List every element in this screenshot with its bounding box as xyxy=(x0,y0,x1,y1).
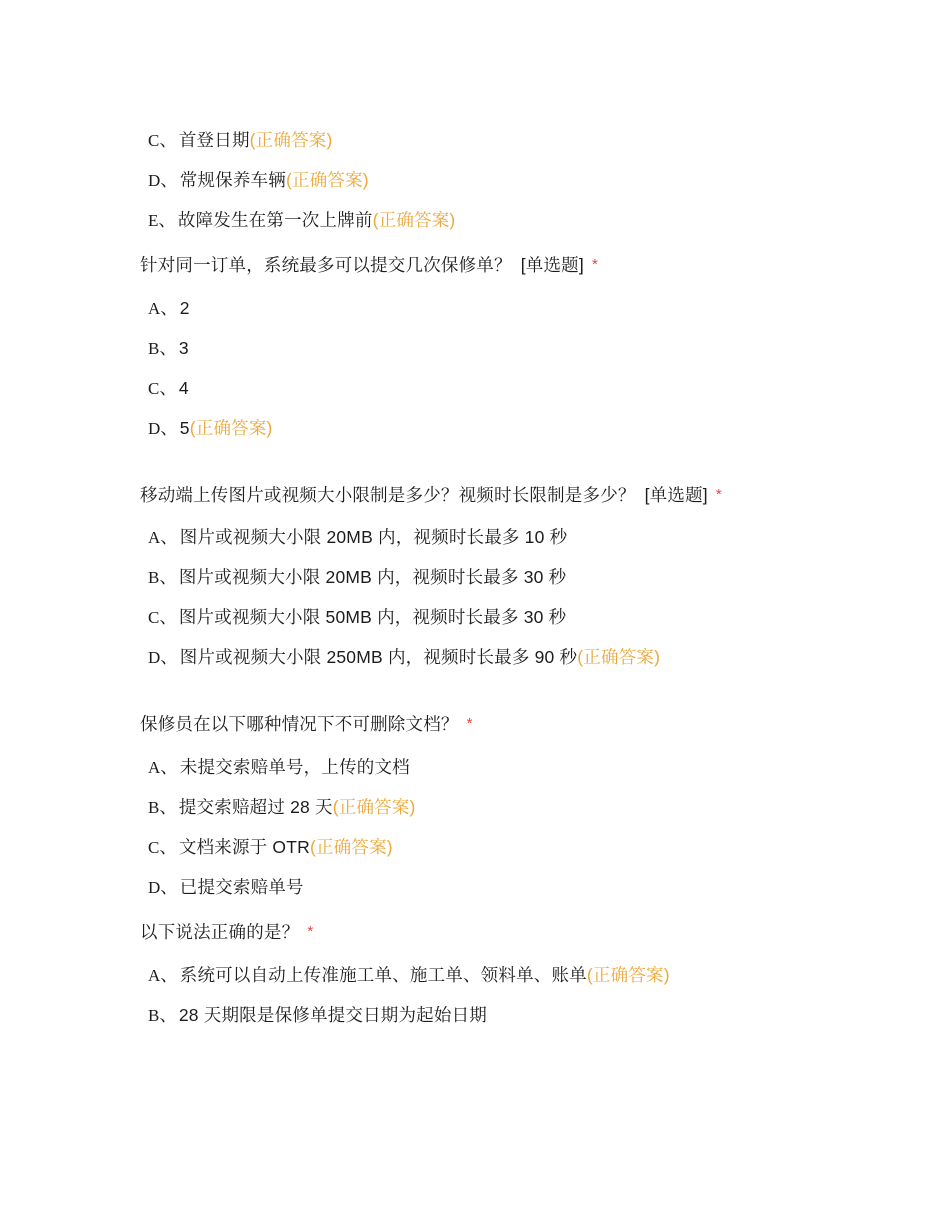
option-item[interactable] xyxy=(140,120,840,160)
option-letter: B xyxy=(148,338,160,358)
required-asterisk: * xyxy=(591,256,598,273)
option-letter: B xyxy=(148,797,160,817)
question-type-tag: [单选题] xyxy=(644,484,708,505)
block-spacer xyxy=(140,907,840,921)
option-item[interactable] xyxy=(140,368,840,408)
question-stem xyxy=(140,484,840,508)
option-item[interactable] xyxy=(140,827,840,867)
option-text: 已提交索赔单号 xyxy=(179,876,304,897)
option-separator: 、 xyxy=(159,130,177,150)
option-item[interactable] xyxy=(140,408,840,448)
option-separator: 、 xyxy=(160,756,178,777)
stem-options-spacer xyxy=(140,507,840,517)
option-list xyxy=(140,747,840,907)
option-item[interactable] xyxy=(140,867,840,907)
correct-answer-label: (正确答案) xyxy=(189,417,273,438)
option-separator: 、 xyxy=(160,527,178,548)
option-separator: 、 xyxy=(159,1004,177,1025)
question-type-tag: [单选题] xyxy=(520,255,584,275)
option-text: 5 xyxy=(179,417,190,438)
option-separator: 、 xyxy=(160,170,178,190)
required-asterisk: * xyxy=(307,922,314,940)
option-text: 图片或视频大小限 20MB 内，视频时长最多 30 秒 xyxy=(178,567,567,588)
option-separator: 、 xyxy=(160,297,178,318)
option-separator: 、 xyxy=(159,796,177,817)
option-text: 28 天期限是保修单提交日期为起始日期 xyxy=(178,1004,487,1025)
option-separator: 、 xyxy=(159,836,177,857)
option-separator: 、 xyxy=(160,417,178,438)
correct-answer-label: (正确答案) xyxy=(372,210,456,230)
block-spacer xyxy=(140,677,840,713)
option-letter: A xyxy=(148,757,161,777)
option-item[interactable] xyxy=(140,747,840,787)
option-letter: D xyxy=(148,877,161,897)
block-spacer xyxy=(140,448,840,484)
option-item[interactable] xyxy=(140,787,840,827)
option-letter: A xyxy=(148,965,161,985)
option-item[interactable] xyxy=(140,288,840,328)
option-text: 未提交索赔单号，上传的文档 xyxy=(179,756,410,777)
option-separator: 、 xyxy=(159,567,177,588)
correct-answer-label: (正确答案) xyxy=(309,836,393,857)
required-asterisk: * xyxy=(466,715,473,733)
option-text: 故障发生在第一次上牌前 xyxy=(177,210,373,230)
option-separator: 、 xyxy=(160,964,178,985)
correct-answer-label: (正确答案) xyxy=(586,964,670,985)
option-item[interactable] xyxy=(140,597,840,637)
question-text: 针对同一订单，系统最多可以提交几次保修单？ xyxy=(140,255,512,275)
option-letter: C xyxy=(148,378,160,398)
question-text: 保修员在以下哪种情况下不可删除文档？ xyxy=(140,714,459,735)
option-separator: 、 xyxy=(160,647,178,668)
option-separator: 、 xyxy=(159,377,177,398)
option-letter: C xyxy=(148,608,160,628)
option-letter: A xyxy=(148,528,161,548)
option-separator: 、 xyxy=(159,607,177,628)
option-item[interactable] xyxy=(140,955,840,995)
questionnaire-body xyxy=(140,120,840,1035)
question-stem xyxy=(140,921,840,945)
option-item[interactable] xyxy=(140,160,840,200)
option-letter: D xyxy=(148,648,161,668)
option-letter: A xyxy=(148,298,161,318)
option-text: 图片或视频大小限 20MB 内，视频时长最多 10 秒 xyxy=(179,527,568,548)
option-letter: D xyxy=(148,418,161,438)
option-letter: B xyxy=(148,1005,160,1025)
question-text: 移动端上传图片或视频大小限制是多少？视频时长限制是多少？ xyxy=(140,484,636,505)
correct-answer-label: (正确答案) xyxy=(577,647,661,668)
option-text: 图片或视频大小限 250MB 内，视频时长最多 90 秒 xyxy=(179,647,578,668)
option-text: 首登日期 xyxy=(178,130,250,150)
stem-options-spacer xyxy=(140,737,840,747)
option-letter: B xyxy=(148,568,160,588)
option-text: 3 xyxy=(178,337,189,358)
option-separator: 、 xyxy=(159,337,177,358)
block-spacer xyxy=(140,240,840,254)
option-item[interactable] xyxy=(140,517,840,557)
option-letter: D xyxy=(148,171,161,190)
stem-options-spacer xyxy=(140,278,840,288)
option-text: 文档来源于 OTR xyxy=(178,836,310,857)
option-letter: C xyxy=(148,837,160,857)
option-item[interactable] xyxy=(140,557,840,597)
option-item[interactable] xyxy=(140,637,840,677)
option-separator: 、 xyxy=(158,210,176,230)
correct-answer-label: (正确答案) xyxy=(249,130,333,150)
option-text: 系统可以自动上传准施工单、施工单、领料单、账单 xyxy=(179,964,587,985)
option-list xyxy=(140,288,840,448)
option-separator: 、 xyxy=(160,876,178,897)
question-text: 以下说法正确的是？ xyxy=(140,921,300,942)
option-list xyxy=(140,955,840,1035)
option-list xyxy=(140,120,840,240)
stem-options-spacer xyxy=(140,945,840,955)
option-text: 图片或视频大小限 50MB 内，视频时长最多 30 秒 xyxy=(178,607,567,628)
question-stem xyxy=(140,254,840,278)
question-stem xyxy=(140,713,840,737)
option-list xyxy=(140,517,840,677)
option-letter: C xyxy=(148,131,160,150)
correct-answer-label: (正确答案) xyxy=(285,170,369,190)
correct-answer-label: (正确答案) xyxy=(332,796,416,817)
option-item[interactable] xyxy=(140,995,840,1035)
option-letter: E xyxy=(148,211,159,230)
required-asterisk: * xyxy=(715,485,722,503)
option-item[interactable] xyxy=(140,200,840,240)
option-text: 常规保养车辆 xyxy=(179,170,286,190)
option-item[interactable] xyxy=(140,328,840,368)
option-text: 4 xyxy=(178,377,189,398)
option-text: 2 xyxy=(179,297,190,318)
option-text: 提交索赔超过 28 天 xyxy=(178,796,333,817)
